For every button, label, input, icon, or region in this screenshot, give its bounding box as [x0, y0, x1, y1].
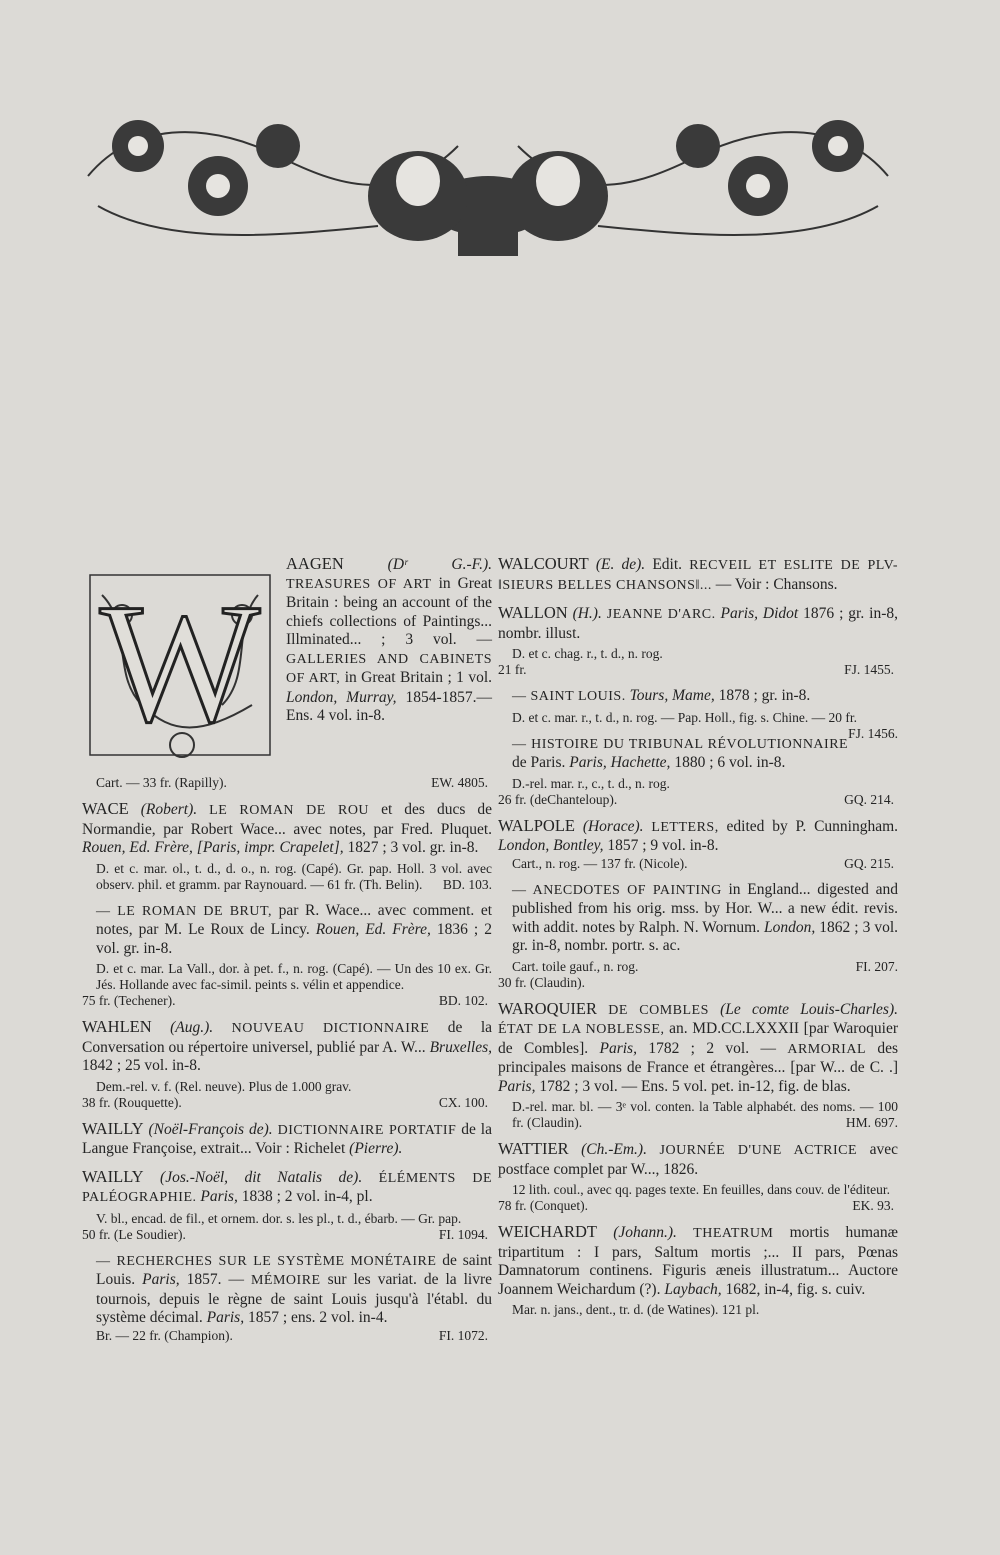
entry-price: 78 fr. (Conquet).	[498, 1198, 588, 1213]
ornamental-headpiece-icon	[78, 86, 898, 262]
entry-title: RECVEIL ET ESLITE DE PLV-‖SIEURS BELLES CHANSONS‖...	[498, 558, 899, 593]
entry-text: 1878 ; gr. in-8.	[718, 687, 811, 704]
entry-ref: FJ. 1456.	[848, 725, 898, 741]
entry-place: Paris,	[200, 1188, 238, 1205]
entry-wace-brut	[82, 902, 492, 1010]
entry-text: mortis humanæ tripartitum : I pars, Saltum mortis ;... II pars, Pœnas Damnatorum continens. Figuris æneis illustratum... Auctore Joannem Weichardum (?).	[498, 1224, 898, 1298]
entry-ref: BD. 103.	[442, 876, 492, 892]
entry-ref: EK. 93.	[852, 1198, 894, 1213]
entry-place: Rouen, Ed. Frère,	[315, 921, 431, 938]
entry-title: THEATRUM	[693, 1226, 774, 1241]
entry-wailly-natalis	[82, 1168, 492, 1243]
entry-note: Cart. — 33 fr. (Rapilly).	[96, 775, 227, 790]
entry-title: NOUVEAU DICTIONNAIRE	[231, 1021, 430, 1036]
entry-note-text: Cart. toile gauf., n. rog.	[512, 958, 639, 974]
entry-wahlen	[82, 1018, 492, 1111]
decorated-initial-w-icon	[82, 555, 278, 775]
entry-author: (Ch.-Em.).	[581, 1141, 647, 1158]
entry-note: D.-rel. mar. r., c., t. d., n. rog.	[512, 775, 670, 791]
entry-name: WALCOURT	[498, 554, 589, 573]
entry-text: de la Conversation ou répertoire universel, publié par A. W...	[82, 1019, 493, 1056]
entry-place: Paris,	[206, 1309, 245, 1326]
entry-ref-author: (Pierre).	[349, 1140, 403, 1157]
entry-price: 30 fr. (Claudin).	[498, 974, 585, 990]
entry-name: WALLON	[498, 603, 568, 622]
entry-text: de la Langue Françoise, extrait... Voir : Richelet	[82, 1120, 492, 1157]
entry-ref: FI. 1072.	[438, 1327, 488, 1343]
entry-price-line	[498, 1198, 898, 1214]
entry-price-line	[82, 1328, 492, 1344]
right-column	[498, 555, 898, 1327]
entry-price: 21 fr.	[498, 662, 527, 677]
entry-price-line	[82, 993, 492, 1009]
entry-note-text: D. et c. mar. r., t. d., n. rog. — Pap. Holl., fig. s. Chine. — 20 fr.	[512, 709, 857, 725]
entry-place: Paris, Didot	[720, 605, 799, 622]
entry-wallon-jeanne	[498, 604, 898, 678]
entry-ref: BD. 102.	[438, 993, 488, 1008]
entry-wace-rou	[82, 800, 492, 893]
entry-author: (E. de).	[595, 556, 646, 573]
entry-note	[82, 861, 492, 893]
entry-place: Laybach,	[664, 1280, 722, 1298]
entry-author: (Le comte Louis-Charles).	[720, 1000, 899, 1018]
entry-text: in England... digested and published from his orig. mss. by Hor. W... a new édit. revis. with addit. notes by Ralph. N. Wornum.	[512, 880, 898, 936]
entry-name: WEICHARDT	[498, 1222, 597, 1241]
entry-title: MÉMOIRE	[250, 1273, 321, 1288]
entry-note: D. et c. mar. La Vall., dor. à pet. f., n. rog. (Capé). — Un des 10 ex. Gr. Jés. Hollande avec fac-simil. peints s. vélin et appendice.	[96, 961, 492, 992]
entry-note: Cart., n. rog. — 137 fr. (Nicole).	[512, 855, 688, 871]
entry-text: 1836 ; 2 vol. gr. in-8.	[96, 921, 492, 957]
entry-text: 1862 ; 3 vol. gr. in-8, nombr. portr. s. ac.	[512, 918, 899, 954]
entry-note-text: D.-rel. mar. bl. — 3ᵉ vol. conten. la Table alphabét. des noms. — 100 fr. (Claudin).	[512, 1099, 898, 1130]
entry-ref: HM. 697.	[845, 1115, 898, 1130]
entry-text: 1857. —	[186, 1271, 244, 1288]
entry-place: London, Bontley,	[498, 837, 604, 854]
entry-title: — ANECDOTES OF PAINTING	[512, 882, 722, 898]
entry-price-line	[498, 662, 898, 678]
entry-text: des principales maisons de France et étrangères... [par W... de C. .]	[498, 1039, 899, 1076]
entry-title: — HISTOIRE DU TRIBUNAL RÉVOLUTIONNAIRE	[512, 736, 849, 752]
entry-text: 1842 ; 25 vol. in-8.	[82, 1057, 201, 1074]
entry-author: (Noël-François de).	[148, 1120, 273, 1138]
entry-price: 75 fr. (Techener).	[82, 993, 176, 1008]
entry-place: Paris,	[498, 1077, 536, 1095]
entry-title: ÉTAT DE LA NOBLESSE,	[498, 1022, 665, 1037]
entry-note: D. et c. chag. r., t. d., n. rog.	[512, 646, 663, 661]
entry-note: Mar. n. jans., dent., tr. d. (de Watines). 121 pl.	[512, 1302, 760, 1317]
entry-text: 1876 ; gr. in-8, nombr. illust.	[498, 605, 898, 642]
entry-title: ÉLÉMENTS DE PALÉOGRAPHIE.	[82, 1170, 493, 1205]
entry-ref: EW. 4805.	[431, 775, 488, 790]
entry-text: de saint Louis.	[96, 1251, 492, 1288]
entry-title: LE ROMAN DE ROU	[209, 803, 370, 818]
entry-price-line	[498, 975, 898, 991]
entry-name: WACE	[82, 799, 129, 818]
entry-name: WATTIER	[498, 1139, 569, 1158]
initial-letter: W	[99, 569, 261, 757]
entry-text: 1857 ; 9 vol. in-8.	[607, 837, 719, 854]
entry-text: 1682, in-4, fig. s. cuiv.	[725, 1280, 866, 1298]
entry-price-line	[498, 856, 898, 872]
entry-price: 26 fr. (deChanteloup).	[498, 791, 618, 807]
entry-text: 1880 ; 6 vol. in-8.	[674, 754, 786, 771]
left-column	[82, 555, 492, 1353]
entry-walcourt	[498, 555, 898, 595]
entry-wallon-saint-louis	[498, 687, 898, 741]
entry-ref: GQ. 214.	[844, 791, 894, 807]
entry-title: DICTIONNAIRE PORTATIF	[277, 1122, 457, 1138]
entry-title: TREASURES OF ART	[286, 576, 432, 592]
entry-title: — LE ROMAN DE BRUT,	[96, 903, 273, 919]
entry-text: an. MD.CC.LXXXII [par Waroquier de Combles].	[498, 1020, 898, 1057]
entry-note: V. bl., encad. de fil., et ornem. dor. s. les pl., t. d., ébarb. — Gr. pap.	[96, 1210, 462, 1226]
entry-wallon-histoire	[498, 735, 898, 808]
entry-title: — SAINT LOUIS.	[512, 689, 626, 704]
entry-price-line	[82, 1227, 492, 1243]
entry-text: Edit.	[652, 556, 683, 573]
entry-walpole-anecdotes	[498, 881, 898, 991]
entry-name: WAHLEN	[82, 1017, 152, 1036]
entry-text: 1857 ; ens. 2 vol. in-4.	[247, 1309, 388, 1326]
entry-author: (Robert).	[140, 801, 198, 818]
entry-ref: FI. 207.	[855, 958, 898, 974]
entry-place: Rouen, Ed. Frère, [Paris, impr. Crapelet],	[82, 839, 344, 856]
entry-place: London, Murray,	[286, 688, 397, 706]
entry-title: LETTERS,	[651, 819, 719, 835]
entry-name: AAGEN	[286, 554, 344, 573]
entry-text: in Great Britain : being an account of the chiefs collections of Paintings... Illminated... ; 3 vol. —	[286, 574, 493, 648]
entry-author: (Horace).	[582, 817, 644, 835]
entry-place: London,	[764, 918, 816, 936]
entry-author: (Dʳ G.-F.).	[387, 556, 492, 573]
entry-text: 1838 ; 2 vol. in-4, pl.	[241, 1188, 373, 1205]
entry-place: Paris,	[142, 1271, 180, 1288]
entry-note	[498, 709, 898, 741]
entry-name: WAILLY	[82, 1118, 144, 1138]
entry-wailly-recherches	[82, 1252, 492, 1344]
entry-note-text: D. et c. mar. ol., t. d., d. o., n. rog. (Capé). Gr. pap. Holl. 3 vol. avec observ. phil. et gramm. par Raynouard. — 61 fr. (Th. Belin).	[96, 860, 492, 892]
entry-price-line	[498, 792, 898, 808]
entry-name: WALPOLE	[498, 815, 575, 835]
entry-text: et des ducs de Normandie, par Robert Wace... avec notes, par Fred. Pluquet.	[82, 801, 492, 838]
entry-name: WAILLY	[82, 1166, 144, 1186]
entry-price: 50 fr. (Le Soudier).	[82, 1226, 186, 1242]
entry-author: (Aug.).	[170, 1019, 214, 1036]
entry-text: edited by P. Cunningham.	[726, 817, 899, 835]
entry-wattier	[498, 1140, 898, 1214]
entry-title: — RECHERCHES SUR LE SYSTÈME MONÉTAIRE	[96, 1253, 437, 1269]
entry-title: GALLERIES AND CABINETS OF ART,	[286, 651, 492, 686]
entry-author: (Johann.).	[613, 1224, 677, 1241]
entry-title: JOURNÉE D'UNE ACTRICE	[659, 1143, 858, 1158]
entry-walpole-letters	[498, 817, 898, 872]
entry-title: JEANNE D'ARC.	[606, 607, 716, 622]
entry-text: sur les variat. de la livre tournois, depuis le règne de saint Louis jusqu'à l'établ. du système décimal.	[96, 1271, 493, 1326]
entry-note: Dem.-rel. v. f. (Rel. neuve). Plus de 1.000 grav.	[96, 1078, 352, 1094]
entry-text: par R. Wace... avec comment. et notes, par M. Le Roux de Lincy.	[96, 901, 493, 938]
entry-name-suffix: DE COMBLES	[608, 1002, 709, 1018]
entry-ref: FI. 1094.	[438, 1226, 488, 1242]
entry-waagen	[82, 555, 492, 791]
entry-price-line	[82, 775, 492, 791]
entry-place: Tours, Mame,	[629, 687, 715, 704]
entry-waroquier	[498, 1000, 898, 1132]
entry-title: ARMORIAL	[787, 1041, 866, 1057]
entry-note	[498, 1099, 898, 1131]
entry-place: Paris, Hachette,	[569, 754, 671, 771]
entry-wailly-noel	[82, 1120, 492, 1159]
entry-place: Paris,	[599, 1039, 637, 1057]
entry-price: 38 fr. (Rouquette).	[82, 1094, 182, 1110]
entry-price-line	[82, 1095, 492, 1111]
entry-note	[498, 959, 898, 975]
entry-ref: FJ. 1455.	[844, 662, 894, 677]
entry-text: — Voir : Chansons.	[715, 575, 838, 593]
entry-weichardt	[498, 1223, 898, 1318]
entry-text: 1827 ; 3 vol. gr. in-8.	[347, 839, 479, 856]
entry-text: in Great Britain ; 1 vol.	[344, 669, 493, 686]
entry-ref: CX. 100.	[438, 1094, 488, 1110]
entry-text: avec postface complet par W..., 1826.	[498, 1141, 898, 1178]
entry-ref: GQ. 215.	[844, 855, 894, 871]
entry-text: de Paris.	[512, 754, 566, 771]
entry-place: Bruxelles,	[429, 1038, 492, 1056]
entry-text: 1782 ; 2 vol. —	[648, 1039, 776, 1057]
entry-author: (H.).	[572, 605, 602, 622]
entry-text: 1782 ; 3 vol. — Ens. 5 vol. pet. in-12, fig. de blas.	[539, 1077, 851, 1095]
entry-author: (Jos.-Noël, dit Natalis de).	[160, 1168, 363, 1186]
entry-text: 1854-1857.— Ens. 4 vol. in-8.	[286, 688, 493, 724]
entry-note: 12 lith. coul., avec qq. pages texte. En feuilles, dans couv. de l'éditeur.	[512, 1182, 890, 1197]
entry-name: WAROQUIER	[498, 998, 597, 1018]
entry-note: Br. — 22 fr. (Champion).	[96, 1327, 233, 1343]
